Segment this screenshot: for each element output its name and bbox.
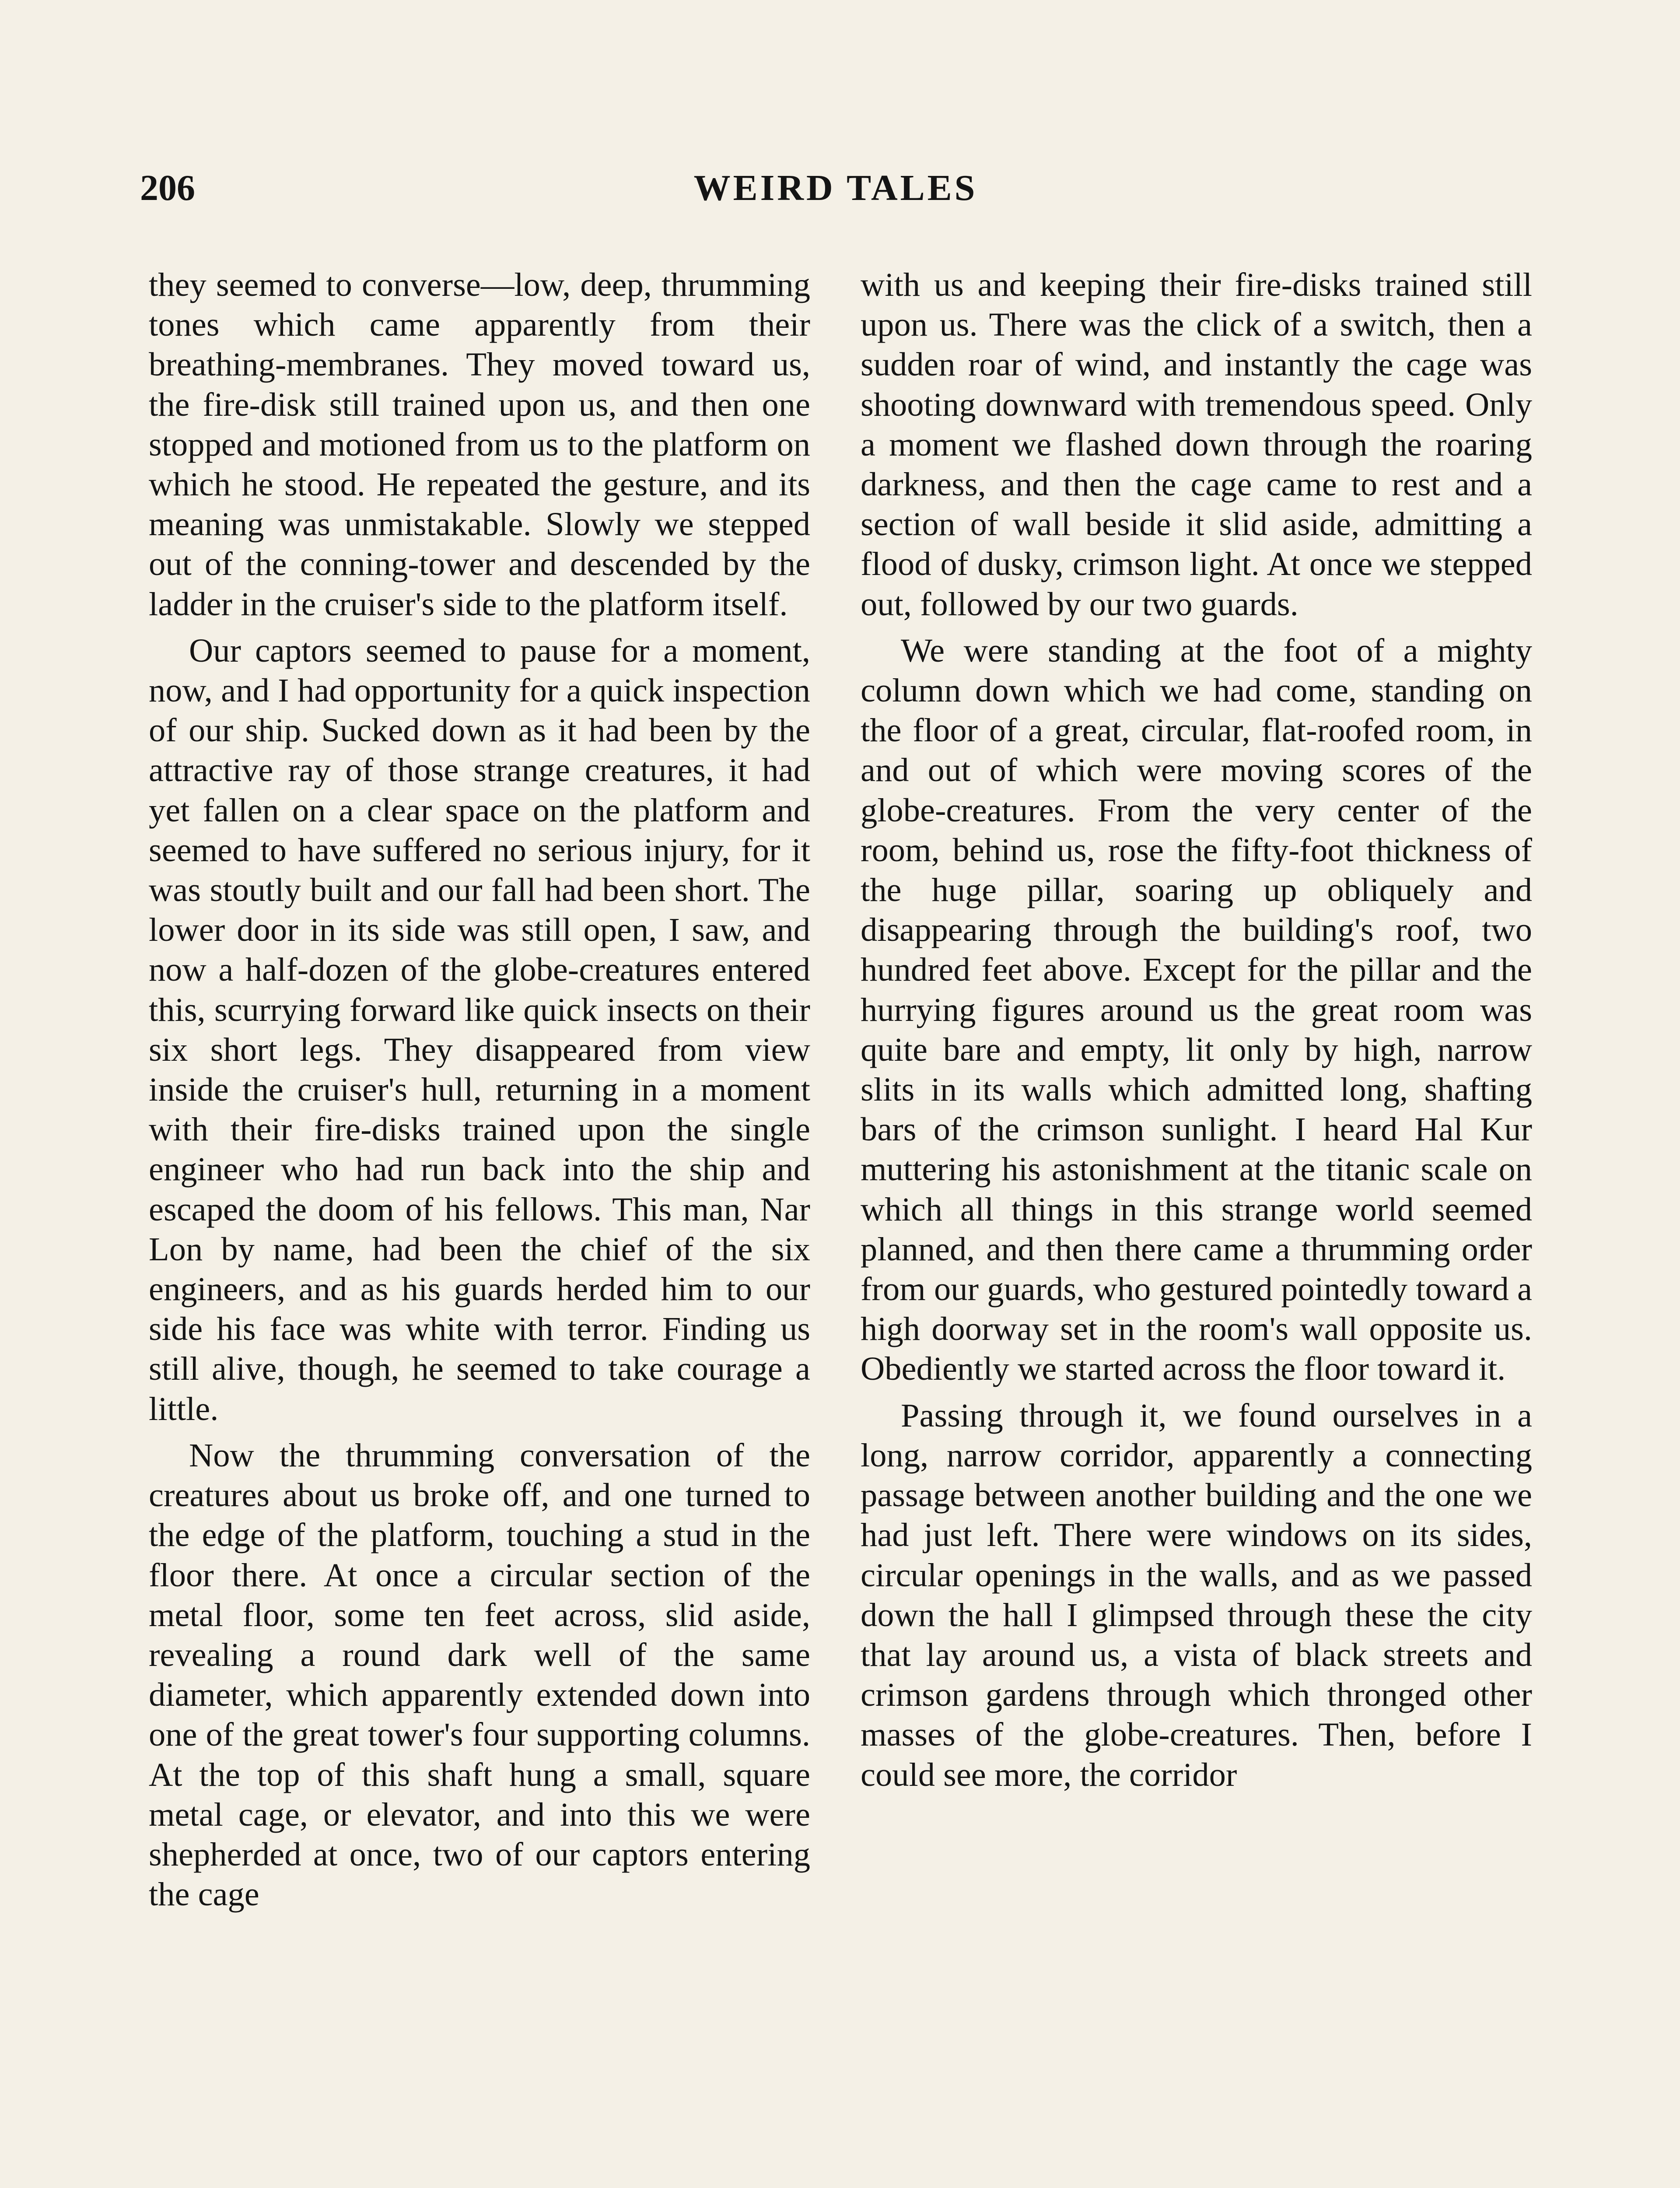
right-column xyxy=(861,265,1532,2188)
paragraph: We were standing at the foot of a mighty column down which we had come, standing on the floor of a great, circular, flat-roofed room, in and out of which were moving scores of the globe-creatures. From the very center of the room, behind us, rose the fifty-foot thickness of the huge pillar, soaring up obliquely and disappearing through the building's roof, two hundred feet above. Except for the pillar and the hurrying figures around us the great room was quite bare and empty, lit only by high, narrow slits in its walls which admitted long, shafting bars of the crimson sunlight. I heard Hal Kur muttering his astonishment at the titanic scale on which all things in this strange world seemed planned, and then there came a thrumming order from our guards, who gestured pointedly toward a high doorway set in the room's wall opposite us. Obediently we started across the floor toward it. xyxy=(861,631,1532,1388)
paragraph: with us and keeping their fire-disks trained still upon us. There was the click of a switch, then a sudden roar of wind, and instantly the cage was shooting downward with tremendous speed. Only a moment we flashed down through the roaring darkness, and then the cage came to rest and a section of wall beside it slid aside, admitting a flood of dusky, crimson light. At once we stepped out, followed by our two guards. xyxy=(861,266,1532,623)
left-column xyxy=(149,265,810,2188)
paragraph: they seemed to converse—low, deep, thrumming tones which came apparently from their breathing-membranes. They moved toward us, the fire-disk still trained upon us, and then one stopped and motioned from us to the platform on which he stood. He repeated the gesture, and its meaning was unmistakable. Slowly we stepped out of the conning-tower and descended by the ladder in the cruiser's side to the platform itself. xyxy=(149,266,810,623)
paragraph: Passing through it, we found ourselves in a long, narrow corridor, apparently a connecting passage between another building and the one we had just left. There were windows on its sides, circular openings in the walls, and as we passed down the hall I glimpsed through these the city that lay around us, a vista of black streets and crimson gardens through which thronged other masses of the globe-creatures. Then, before I could see more, the corridor xyxy=(861,1396,1532,1793)
page-number: 206 xyxy=(140,168,195,208)
running-title: WEIRD TALES xyxy=(693,168,978,208)
paragraph: Our captors seemed to pause for a moment, now, and I had opportunity for a quick inspection of our ship. Sucked down as it had been by the attractive ray of those strange creatures, it had yet fallen on a clear space on the platform and seemed to have suffered no serious injury, for it was stoutly built and our fall had been short. The lower door in its side was still open, I saw, and now a half-dozen of the globe-creatures entered this, scurrying forward like quick insects on their six short legs. They disappeared from view inside the cruiser's hull, returning in a moment with their fire-disks trained upon the single engineer who had run back into the ship and escaped the doom of his fellows. This man, Nar Lon by name, had been the chief of the six engineers, and as his guards herded him to our side his face was white with terror. Finding us still alive, though, he seemed to take courage a little. xyxy=(149,631,810,1427)
paragraph: Now the thrumming conversation of the creatures about us broke off, and one turned to the edge of the platform, touching a stud in the floor there. At once a circular section of the metal floor, some ten feet across, slid aside, revealing a round dark well of the same diameter, which apparently extended down into one of the great tower's four supporting columns. At the top of this shaft hung a small, square metal cage, or elevator, and into this we were shepherded at once, two of our captors entering the cage xyxy=(149,1436,810,1913)
page-header xyxy=(140,164,1531,212)
